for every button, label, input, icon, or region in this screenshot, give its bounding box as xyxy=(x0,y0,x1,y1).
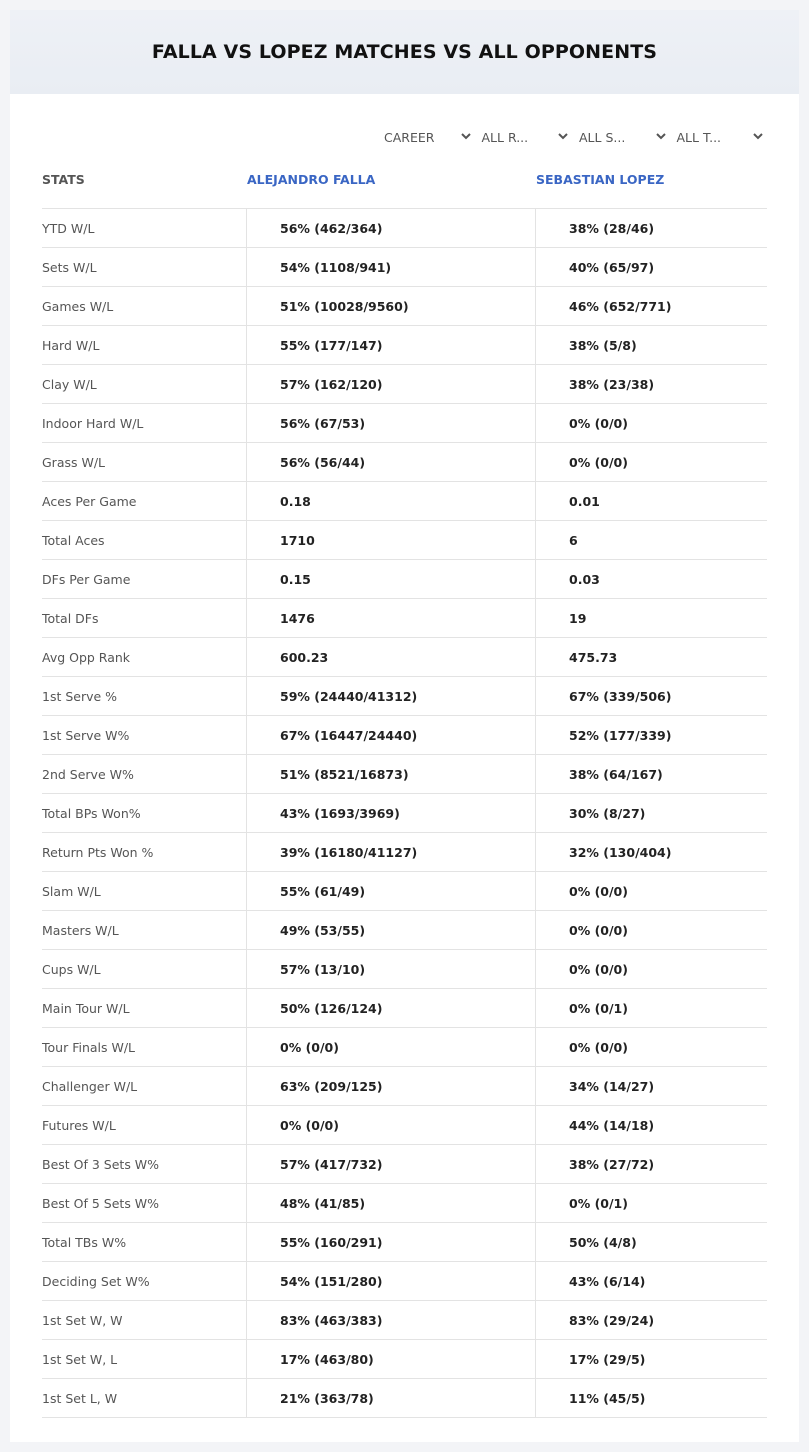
player2-cell xyxy=(535,1262,768,1300)
player2-value: 38% (23/38) xyxy=(569,377,655,392)
chevron-down-icon xyxy=(655,130,667,142)
player2-cell xyxy=(535,248,768,286)
player2-value: 38% (28/46) xyxy=(569,221,655,236)
player1-value: 50% (126/124) xyxy=(280,1001,383,1016)
player1-cell xyxy=(246,911,536,949)
table-row xyxy=(42,638,767,677)
page-title: FALLA VS LOPEZ MATCHES VS ALL OPPONENTS xyxy=(151,41,658,63)
table-header xyxy=(42,170,767,208)
table-row xyxy=(42,482,767,521)
player2-value: 38% (27/72) xyxy=(569,1157,655,1172)
player1-cell xyxy=(246,1028,536,1066)
stat-label: Games W/L xyxy=(42,299,114,314)
table-row xyxy=(42,248,767,287)
player1-cell xyxy=(246,677,536,715)
player2-cell xyxy=(535,911,768,949)
player2-value: 30% (8/27) xyxy=(569,806,646,821)
player1-value: 43% (1693/3969) xyxy=(280,806,400,821)
player2-cell xyxy=(535,794,768,832)
player2-value: 0.03 xyxy=(569,572,600,587)
player1-cell xyxy=(246,1262,536,1300)
player1-value: 63% (209/125) xyxy=(280,1079,383,1094)
player2-cell xyxy=(535,599,768,637)
player1-cell xyxy=(246,248,536,286)
stat-label: Aces Per Game xyxy=(42,494,137,509)
stat-label: Return Pts Won % xyxy=(42,845,154,860)
player1-value: 55% (177/147) xyxy=(280,338,383,353)
player1-value: 1710 xyxy=(280,533,315,548)
player2-cell xyxy=(535,950,768,988)
player1-value: 83% (463/383) xyxy=(280,1313,383,1328)
player2-value: 50% (4/8) xyxy=(569,1235,637,1250)
stat-label: Challenger W/L xyxy=(42,1079,138,1094)
player2-value: 83% (29/24) xyxy=(569,1313,655,1328)
table-row xyxy=(42,1379,767,1418)
player2-cell xyxy=(535,716,768,754)
table-row xyxy=(42,404,767,443)
filter-label: CAREER xyxy=(384,129,435,145)
stat-label: Sets W/L xyxy=(42,260,97,275)
chevron-down-icon xyxy=(460,130,472,142)
filter-bar xyxy=(380,126,770,148)
chevron-down-icon xyxy=(557,130,569,142)
player2-value: 43% (6/14) xyxy=(569,1274,646,1289)
player1-value: 39% (16180/41127) xyxy=(280,845,418,860)
player2-value: 475.73 xyxy=(569,650,618,665)
player1-value: 48% (41/85) xyxy=(280,1196,366,1211)
player1-value: 54% (151/280) xyxy=(280,1274,383,1289)
player1-cell xyxy=(246,1223,536,1261)
player2-cell xyxy=(535,521,768,559)
player2-value: 52% (177/339) xyxy=(569,728,672,743)
stat-label: YTD W/L xyxy=(42,221,95,236)
player1-cell xyxy=(246,443,536,481)
table-row xyxy=(42,677,767,716)
table-row xyxy=(42,755,767,794)
player1-value: 0.18 xyxy=(280,494,311,509)
player1-cell xyxy=(246,1379,536,1417)
player2-cell xyxy=(535,1340,768,1378)
player2-cell xyxy=(535,989,768,1027)
player2-cell xyxy=(535,677,768,715)
table-row xyxy=(42,911,767,950)
player1-cell xyxy=(246,404,536,442)
table-row xyxy=(42,365,767,404)
stats-column-header: STATS xyxy=(42,172,85,187)
stat-label: 2nd Serve W% xyxy=(42,767,134,782)
player1-value: 55% (160/291) xyxy=(280,1235,383,1250)
stat-label: Hard W/L xyxy=(42,338,100,353)
player1-cell xyxy=(246,599,536,637)
filter-round-select[interactable] xyxy=(478,126,576,148)
player1-value: 0% (0/0) xyxy=(280,1040,339,1055)
table-row xyxy=(42,1262,767,1301)
stat-label: Total DFs xyxy=(42,611,99,626)
player1-cell xyxy=(246,482,536,520)
table-row xyxy=(42,287,767,326)
player1-cell xyxy=(246,833,536,871)
player2-cell xyxy=(535,755,768,793)
player1-cell xyxy=(246,872,536,910)
player1-cell xyxy=(246,716,536,754)
player1-value: 17% (463/80) xyxy=(280,1352,374,1367)
stat-label: Main Tour W/L xyxy=(42,1001,130,1016)
player1-value: 1476 xyxy=(280,611,315,626)
stat-label: Futures W/L xyxy=(42,1118,116,1133)
stat-label: Indoor Hard W/L xyxy=(42,416,144,431)
table-row xyxy=(42,872,767,911)
player1-value: 55% (61/49) xyxy=(280,884,366,899)
player1-value: 0.15 xyxy=(280,572,311,587)
player2-value: 0% (0/0) xyxy=(569,416,628,431)
player2-cell xyxy=(535,326,768,364)
player2-value: 0% (0/0) xyxy=(569,884,628,899)
player1-value: 57% (13/10) xyxy=(280,962,366,977)
table-row xyxy=(42,209,767,248)
stat-label: Deciding Set W% xyxy=(42,1274,150,1289)
player2-value: 0% (0/0) xyxy=(569,1040,628,1055)
stats-table xyxy=(42,208,767,1418)
player2-cell xyxy=(535,365,768,403)
player2-value: 46% (652/771) xyxy=(569,299,672,314)
player1-cell xyxy=(246,989,536,1027)
player2-cell xyxy=(535,1184,768,1222)
player1-cell xyxy=(246,1340,536,1378)
player1-cell xyxy=(246,638,536,676)
player1-value: 67% (16447/24440) xyxy=(280,728,418,743)
player1-value: 600.23 xyxy=(280,650,329,665)
player1-value: 57% (162/120) xyxy=(280,377,383,392)
player1-cell xyxy=(246,1184,536,1222)
table-row xyxy=(42,443,767,482)
stat-label: Total TBs W% xyxy=(42,1235,127,1250)
player1-cell xyxy=(246,1067,536,1105)
stat-label: DFs Per Game xyxy=(42,572,131,587)
filter-label: ALL R... xyxy=(481,129,529,145)
table-row xyxy=(42,1223,767,1262)
player2-value: 38% (5/8) xyxy=(569,338,637,353)
player1-value: 49% (53/55) xyxy=(280,923,366,938)
table-row xyxy=(42,560,767,599)
filter-period-select[interactable] xyxy=(380,126,478,148)
player1-cell xyxy=(246,326,536,364)
filter-tournament-select[interactable] xyxy=(673,126,771,148)
stat-label: Slam W/L xyxy=(42,884,101,899)
player1-value: 54% (1108/941) xyxy=(280,260,392,275)
filter-surface-select[interactable] xyxy=(575,126,673,148)
stat-label: Masters W/L xyxy=(42,923,119,938)
player1-link[interactable]: ALEJANDRO FALLA xyxy=(247,172,376,187)
table-row xyxy=(42,521,767,560)
player1-value: 56% (67/53) xyxy=(280,416,366,431)
player2-cell xyxy=(535,443,768,481)
table-row xyxy=(42,950,767,989)
player1-value: 21% (363/78) xyxy=(280,1391,374,1406)
table-row xyxy=(42,1028,767,1067)
player2-cell xyxy=(535,833,768,871)
stat-label: 1st Serve % xyxy=(42,689,118,704)
player2-value: 0% (0/1) xyxy=(569,1196,628,1211)
player1-cell xyxy=(246,287,536,325)
player1-cell xyxy=(246,365,536,403)
player2-cell xyxy=(535,482,768,520)
table-row xyxy=(42,1340,767,1379)
stat-label: Total Aces xyxy=(42,533,105,548)
stat-label: Grass W/L xyxy=(42,455,106,470)
player1-cell xyxy=(246,1106,536,1144)
player2-value: 11% (45/5) xyxy=(569,1391,646,1406)
stat-label: Avg Opp Rank xyxy=(42,650,131,665)
player1-value: 51% (8521/16873) xyxy=(280,767,409,782)
player1-cell xyxy=(246,950,536,988)
stat-label: Tour Finals W/L xyxy=(42,1040,136,1055)
stat-label: 1st Set L, W xyxy=(42,1391,118,1406)
stat-label: 1st Set W, L xyxy=(42,1352,118,1367)
player2-cell xyxy=(535,638,768,676)
stat-label: 1st Set W, W xyxy=(42,1313,123,1328)
player1-value: 57% (417/732) xyxy=(280,1157,383,1172)
stat-label: Total BPs Won% xyxy=(42,806,141,821)
player2-cell xyxy=(535,404,768,442)
player2-link[interactable]: SEBASTIAN LOPEZ xyxy=(536,172,665,187)
table-row xyxy=(42,326,767,365)
player2-value: 0% (0/0) xyxy=(569,962,628,977)
stat-label: Best Of 5 Sets W% xyxy=(42,1196,160,1211)
player2-value: 0.01 xyxy=(569,494,600,509)
player2-cell xyxy=(535,287,768,325)
player2-value: 67% (339/506) xyxy=(569,689,672,704)
player2-value: 0% (0/0) xyxy=(569,923,628,938)
player2-value: 44% (14/18) xyxy=(569,1118,655,1133)
player1-value: 51% (10028/9560) xyxy=(280,299,409,314)
table-row xyxy=(42,833,767,872)
player2-value: 38% (64/167) xyxy=(569,767,663,782)
table-row xyxy=(42,1145,767,1184)
player2-value: 34% (14/27) xyxy=(569,1079,655,1094)
player2-value: 0% (0/0) xyxy=(569,455,628,470)
table-row xyxy=(42,1184,767,1223)
player1-value: 0% (0/0) xyxy=(280,1118,339,1133)
player1-cell xyxy=(246,1301,536,1339)
player2-cell xyxy=(535,560,768,598)
player2-cell xyxy=(535,1379,768,1417)
table-row xyxy=(42,716,767,755)
chevron-down-icon xyxy=(752,130,764,142)
stat-label: 1st Serve W% xyxy=(42,728,130,743)
player2-cell xyxy=(535,872,768,910)
filter-label: ALL S... xyxy=(579,129,626,145)
player1-cell xyxy=(246,209,536,247)
player1-value: 56% (462/364) xyxy=(280,221,383,236)
stat-label: Cups W/L xyxy=(42,962,101,977)
player1-cell xyxy=(246,560,536,598)
player1-value: 56% (56/44) xyxy=(280,455,366,470)
player2-value: 32% (130/404) xyxy=(569,845,672,860)
table-row xyxy=(42,1067,767,1106)
player2-cell xyxy=(535,1067,768,1105)
card-header xyxy=(10,10,799,94)
player1-cell xyxy=(246,755,536,793)
table-row xyxy=(42,1106,767,1145)
player2-value: 0% (0/1) xyxy=(569,1001,628,1016)
player1-value: 59% (24440/41312) xyxy=(280,689,418,704)
table-row xyxy=(42,794,767,833)
table-row xyxy=(42,1301,767,1340)
player2-cell xyxy=(535,1223,768,1261)
player2-cell xyxy=(535,1028,768,1066)
player2-cell xyxy=(535,1106,768,1144)
player2-cell xyxy=(535,1145,768,1183)
table-row xyxy=(42,599,767,638)
stats-card xyxy=(10,10,799,1442)
stat-label: Best Of 3 Sets W% xyxy=(42,1157,160,1172)
player2-value: 6 xyxy=(569,533,578,548)
stat-label: Clay W/L xyxy=(42,377,97,392)
player2-cell xyxy=(535,1301,768,1339)
player2-value: 40% (65/97) xyxy=(569,260,655,275)
player1-cell xyxy=(246,794,536,832)
player2-cell xyxy=(535,209,768,247)
table-row xyxy=(42,989,767,1028)
filter-label: ALL T... xyxy=(676,129,722,145)
player1-cell xyxy=(246,521,536,559)
player1-cell xyxy=(246,1145,536,1183)
player2-value: 19 xyxy=(569,611,587,626)
player2-value: 17% (29/5) xyxy=(569,1352,646,1367)
